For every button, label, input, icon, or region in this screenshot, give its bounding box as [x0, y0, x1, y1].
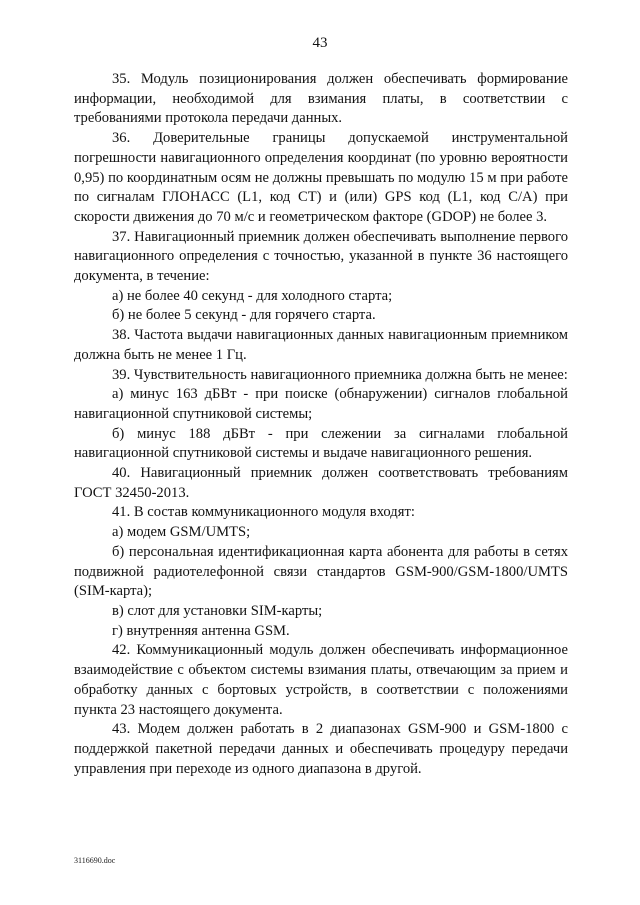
paragraph-39-item-a: а) минус 163 дБВт - при поиске (обнаружении) сигналов глобальной навигационной спутниковой системы; [74, 386, 568, 422]
paragraph-38: 38. Частота выдачи навигационных данных навигационным приемником должна быть не менее 1 Гц. [74, 327, 568, 363]
page-number: 43 [312, 35, 328, 51]
paragraph-42: 42. Коммуникационный модуль должен обеспечивать информационное взаимодействие с объектом системы взимания платы, отвечающим за прием и обработку данных с бортовых устройств, в соответствии с положениями пункта 23 настоящего документа. [74, 642, 568, 718]
paragraph-41-item-a: а) модем GSM/UMTS; [112, 524, 251, 541]
paragraph-43: 43. Модем должен работать в 2 диапазонах GSM-900 и GSM-1800 с поддержкой пакетной передачи данных и обеспечивать процедуру передачи управления при переходе из одного диапазона в другой. [74, 721, 568, 777]
document-body [74, 70, 568, 779]
paragraph-37-item-a: а) не более 40 секунд - для холодного старта; [112, 287, 393, 304]
file-name-footer: 3116690.doc [74, 856, 116, 865]
paragraph-37: 37. Навигационный приемник должен обеспечивать выполнение первого навигационного определения с точностью, указанной в пункте 36 настоящего документа, в течение: [74, 228, 568, 285]
paragraph-40: 40. Навигационный приемник должен соответствовать требованиям ГОСТ 32450-2013. [74, 465, 568, 501]
paragraph-36: 36. Доверительные границы допускаемой инструментальной погрешности навигационного определения координат (по уровню вероятности 0,95) по координатным осям не должны превышать по модулю 15 м при работе по сигналам ГЛОНАСС (L1, код СТ) и (или) GPS код (L1, код С/А) при скорости движения до 70 м/с и геометрическом факторе (GDOP) не более 3. [74, 130, 568, 225]
paragraph-39: 39. Чувствительность навигационного приемника должна быть не менее: [112, 366, 568, 383]
paragraph-41-item-d: г) внутренняя антенна GSM. [112, 622, 290, 639]
paragraph-39-item-b: б) минус 188 дБВт - при слежении за сигналами глобальной навигационной спутниковой системы и выдаче навигационного решения. [74, 425, 568, 462]
paragraph-35: 35. Модуль позиционирования должен обеспечивать формирование информации, необходимой для взимания платы, в соответствии с требованиями протокола передачи данных. [74, 71, 568, 127]
paragraph-37-item-b: б) не более 5 секунд - для горячего старта. [112, 307, 376, 324]
paragraph-41: 41. В состав коммуникационного модуля входят: [112, 504, 415, 521]
paragraph-41-item-b: б) персональная идентификационная карта абонента для работы в сетях подвижной радиотелефонной связи стандартов GSM-900/GSM-1800/UMTS (SIM-карта); [74, 543, 568, 600]
paragraph-41-item-c: в) слот для установки SIM-карты; [112, 602, 323, 619]
